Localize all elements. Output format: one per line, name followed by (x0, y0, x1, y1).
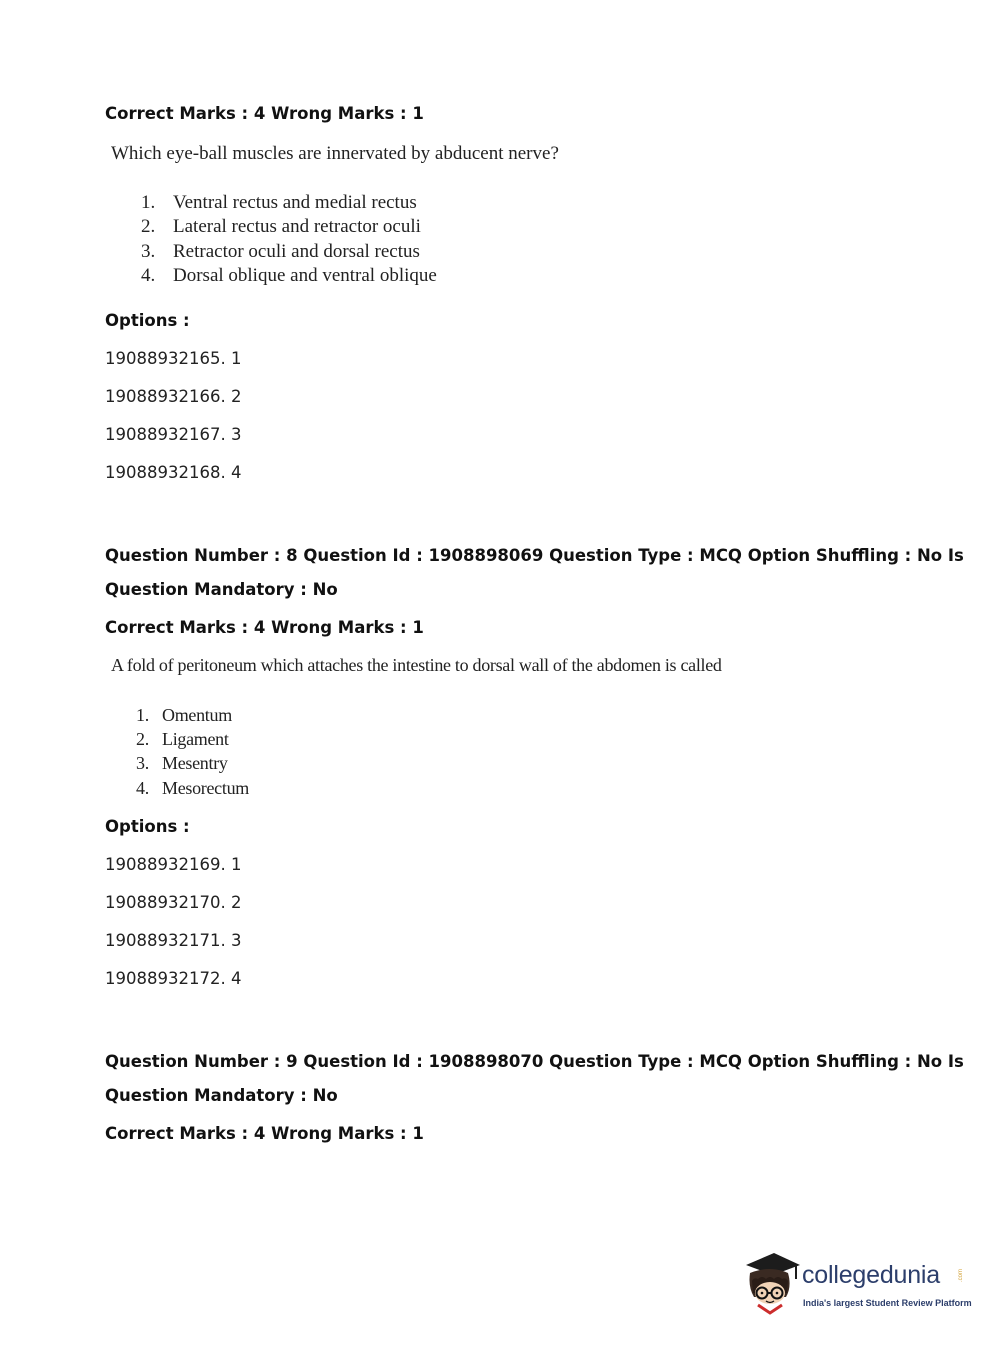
choice-number: 3. (136, 753, 149, 774)
choice-number: 2. (141, 216, 156, 238)
choice-number: 3. (141, 240, 156, 262)
choice-number: 1. (136, 705, 149, 725)
choice-item (136, 751, 249, 775)
choice-number: 2. (136, 729, 149, 750)
option-id: 19088932169. 1 (105, 855, 242, 874)
question-mandatory-9: Question Mandatory : No (105, 1086, 338, 1105)
option-id: 19088932172. 4 (105, 969, 242, 988)
options-label-2: Options : (105, 817, 190, 836)
marks-line-3: Correct Marks : 4 Wrong Marks : 1 (105, 1124, 424, 1143)
choice-text: Dorsal oblique and ventral oblique (173, 264, 437, 286)
choice-item (141, 264, 437, 288)
question-text-1: Which eye-ball muscles are innervated by abducent nerve? (111, 143, 559, 164)
choice-number: 4. (141, 264, 156, 286)
logo-wordmark: collegedunia (802, 1261, 940, 1289)
choice-item (136, 776, 249, 800)
marks-line-1: Correct Marks : 4 Wrong Marks : 1 (105, 104, 424, 123)
option-id: 19088932166. 2 (105, 387, 242, 406)
choice-text: Ligament (162, 729, 229, 750)
choice-list-1 (141, 191, 437, 288)
question-header-8: Question Number : 8 Question Id : 1908898069 Question Type : MCQ Option Shuffling : No Is (105, 546, 964, 565)
choice-number: 1. (141, 192, 156, 213)
choice-item (141, 240, 437, 264)
mascot-icon (740, 1247, 802, 1317)
collegedunia-logo (740, 1247, 970, 1319)
options-label-1: Options : (105, 311, 190, 330)
choice-item (141, 215, 437, 239)
question-mandatory-8: Question Mandatory : No (105, 580, 338, 599)
option-id: 19088932170. 2 (105, 893, 242, 912)
choice-text: Lateral rectus and retractor oculi (173, 216, 421, 238)
option-id: 19088932168. 4 (105, 463, 242, 482)
question-text-2: A fold of peritoneum which attaches the intestine to dorsal wall of the abdomen is called (111, 655, 722, 675)
choice-item (136, 727, 249, 751)
option-id: 19088932167. 3 (105, 425, 242, 444)
option-id: 19088932171. 3 (105, 931, 242, 950)
choice-list-2 (136, 703, 249, 800)
option-id: 19088932165. 1 (105, 349, 242, 368)
choice-text: Mesorectum (162, 777, 249, 798)
choice-text: Mesentry (162, 753, 228, 774)
choice-item (136, 703, 249, 727)
question-header-9: Question Number : 9 Question Id : 1908898070 Question Type : MCQ Option Shuffling : No Is (105, 1052, 964, 1071)
choice-item (141, 191, 437, 215)
choice-text: Ventral rectus and medial rectus (173, 192, 417, 213)
logo-com-suffix: .com (958, 1269, 964, 1283)
logo-tagline: India's largest Student Review Platform (803, 1298, 972, 1308)
marks-line-2: Correct Marks : 4 Wrong Marks : 1 (105, 618, 424, 637)
choice-text: Retractor oculi and dorsal rectus (173, 240, 420, 262)
choice-text: Omentum (162, 705, 232, 725)
choice-number: 4. (136, 777, 149, 798)
